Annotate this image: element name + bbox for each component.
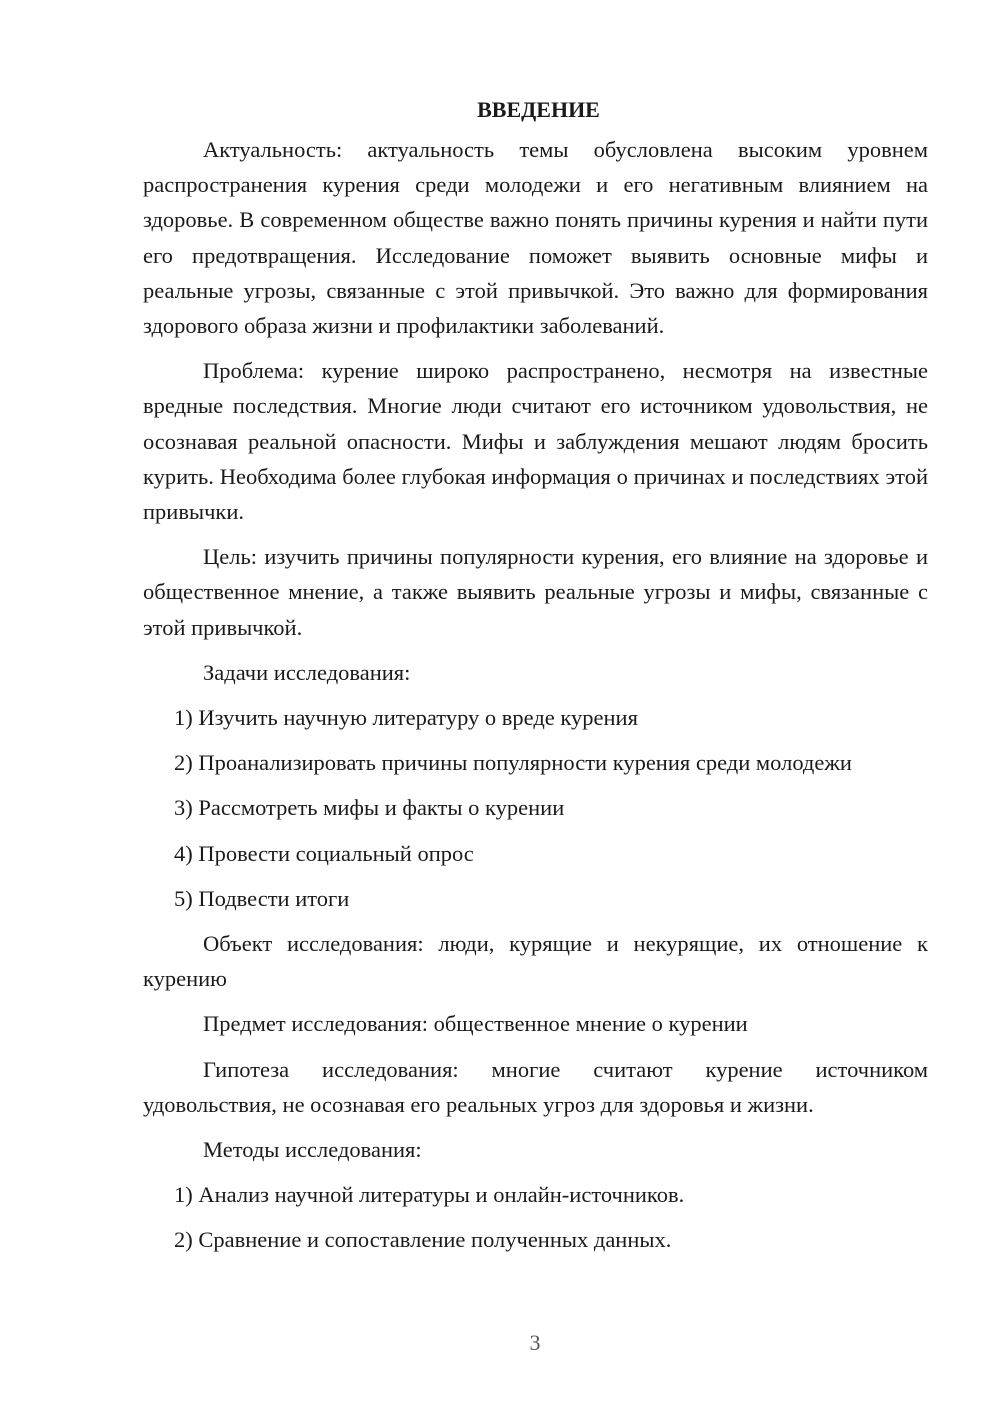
list-item: 1) Изучить научную литературу о вреде курения (174, 705, 638, 731)
problem-paragraph: Проблема: курение широко распространено, несмотря на известные вредные последствия. Многие люди считают его источником удовольствия, не осознавая реальной опасности. Мифы и заблуждения мешают людям бросить курить. Необходима более глубокая информация о причинах и последствиях этой привычки. (143, 358, 928, 525)
list-item: 3) Рассмотреть мифы и факты о курении (174, 795, 565, 821)
list-item: 5) Подвести итоги (174, 885, 350, 911)
goal-paragraph: Цель: изучить причины популярности курения, его влияние на здоровье и общественное мнение, а также выявить реальные угрозы и мифы, связанные с этой привычкой. (143, 544, 928, 640)
methods-list (143, 1177, 928, 1257)
subject-paragraph: Предмет исследования: общественное мнение о курении (203, 1011, 748, 1037)
relevance-paragraph: Актуальность: актуальность темы обусловлена высоким уровнем распространения курения среди молодежи и его негативным влиянием на здоровье. В современном обществе важно понять причины курения и найти пути его предотвращения. Исследование поможет выявить основные мифы и реальные угрозы, связанные с этой привычкой. Это важно для формирования здорового образа жизни и профилактики заболеваний. (143, 137, 928, 339)
object-paragraph: Объект исследования: люди, курящие и некурящие, их отношение к курению (143, 931, 928, 992)
list-item: 4) Провести социальный опрос (174, 840, 474, 866)
methods-heading: Методы исследования: (203, 1137, 422, 1163)
list-item: 2) Сравнение и сопоставление полученных данных. (174, 1227, 672, 1253)
tasks-heading: Задачи исследования: (203, 659, 411, 685)
list-item: 2) Проанализировать причины популярности курения среди молодежи (174, 750, 852, 776)
hypothesis-paragraph: Гипотеза исследования: многие считают курение источником удовольствия, не осознавая его реальных угроз для здоровья и жизни. (143, 1056, 928, 1117)
page-title: ВВЕДЕНИЕ (477, 97, 600, 122)
tasks-list (143, 700, 928, 916)
page-number: 3 (529, 1330, 541, 1355)
list-item: 1) Анализ научной литературы и онлайн-источников. (174, 1182, 685, 1208)
document-page (143, 88, 928, 1268)
